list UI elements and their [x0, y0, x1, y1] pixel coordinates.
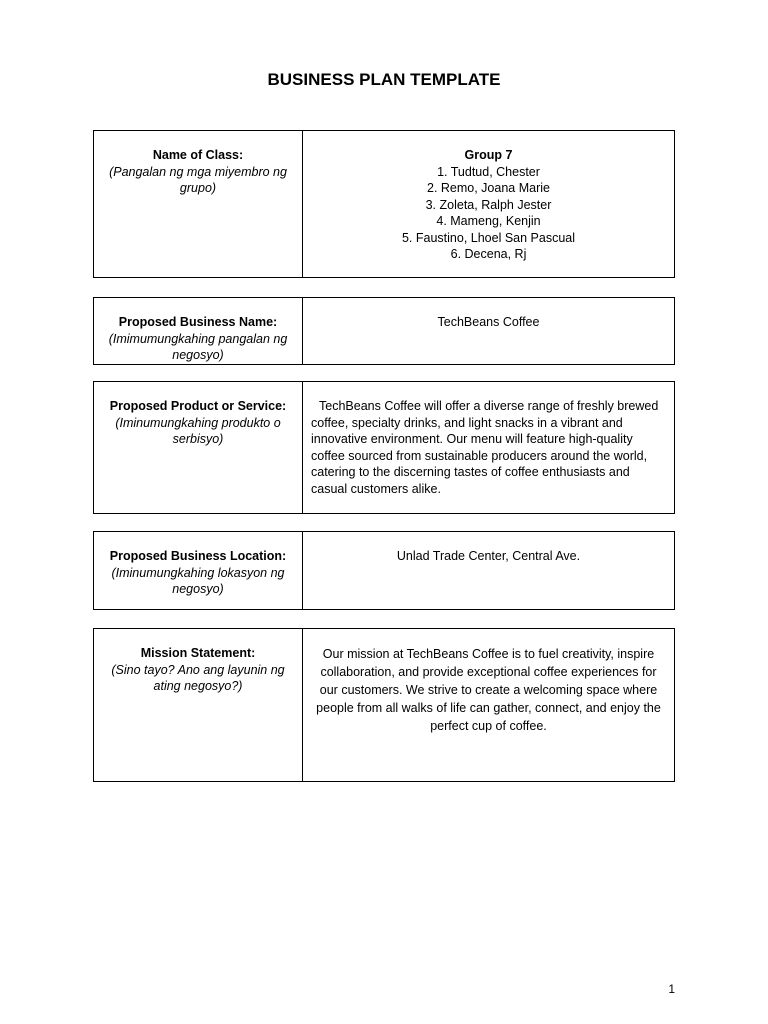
- business-name-value: TechBeans Coffee: [437, 315, 540, 329]
- class-section: [93, 130, 675, 278]
- business-name-hint: (Imimumungkahing pangalan ng negosyo): [108, 331, 288, 362]
- class-label: Name of Class:: [152, 148, 244, 162]
- member-item: 4. Mameng, Kenjin: [436, 214, 541, 228]
- business-name-section: [93, 297, 675, 365]
- business-name-value-cell: [303, 298, 675, 365]
- class-value-cell: [303, 131, 675, 278]
- location-section: [93, 531, 675, 610]
- member-item: 5. Faustino, Lhoel San Pascual: [401, 230, 576, 245]
- page-number: 1: [668, 982, 675, 996]
- product-hint: (Iminumungkahing produkto o serbisyo): [115, 415, 281, 446]
- location-label: Proposed Business Location:: [109, 549, 287, 563]
- product-label-cell: [94, 382, 303, 514]
- product-section: [93, 381, 675, 514]
- location-hint: (Iminumungkahing lokasyon ng negosyo): [111, 565, 285, 596]
- product-label: Proposed Product or Service:: [109, 399, 287, 413]
- group-name: Group 7: [464, 148, 513, 162]
- mission-label-cell: [94, 629, 303, 782]
- member-item: 2. Remo, Joana Marie: [427, 181, 550, 195]
- member-item: 1. Tudtud, Chester: [437, 164, 540, 179]
- location-value-cell: [303, 532, 675, 610]
- product-value: TechBeans Coffee will offer a diverse range of freshly brewed coffee, specialty drinks, and light snacks in a vibrant and innovative environment. Our menu will feature high-quality coffee sourced from sustainable producers around the world, catering to the discerning tastes of coffee enthusiasts and casual customers alike.: [311, 399, 659, 496]
- business-name-label-cell: [94, 298, 303, 365]
- page-title: BUSINESS PLAN TEMPLATE: [267, 70, 501, 89]
- mission-section: [93, 628, 675, 782]
- class-hint: (Pangalan ng mga miyembro ng grupo): [109, 164, 287, 195]
- mission-label: Mission Statement:: [140, 646, 256, 660]
- location-label-cell: [94, 532, 303, 610]
- location-value: Unlad Trade Center, Central Ave.: [396, 549, 581, 563]
- mission-value-cell: [303, 629, 675, 782]
- class-label-cell: [94, 131, 303, 278]
- business-name-label: Proposed Business Name:: [118, 315, 278, 329]
- member-item: 6. Decena, Rj: [450, 247, 527, 261]
- member-item: 3. Zoleta, Ralph Jester: [425, 197, 552, 212]
- mission-value: Our mission at TechBeans Coffee is to fuel creativity, inspire collaboration, and provide exceptional coffee experiences for our customers. We strive to create a welcoming space where people from all walks of life can gather, connect, and enjoy the perfect cup of coffee.: [316, 647, 661, 733]
- product-value-cell: [303, 382, 675, 514]
- mission-hint: (Sino tayo? Ano ang layunin ng ating negosyo?): [111, 662, 285, 693]
